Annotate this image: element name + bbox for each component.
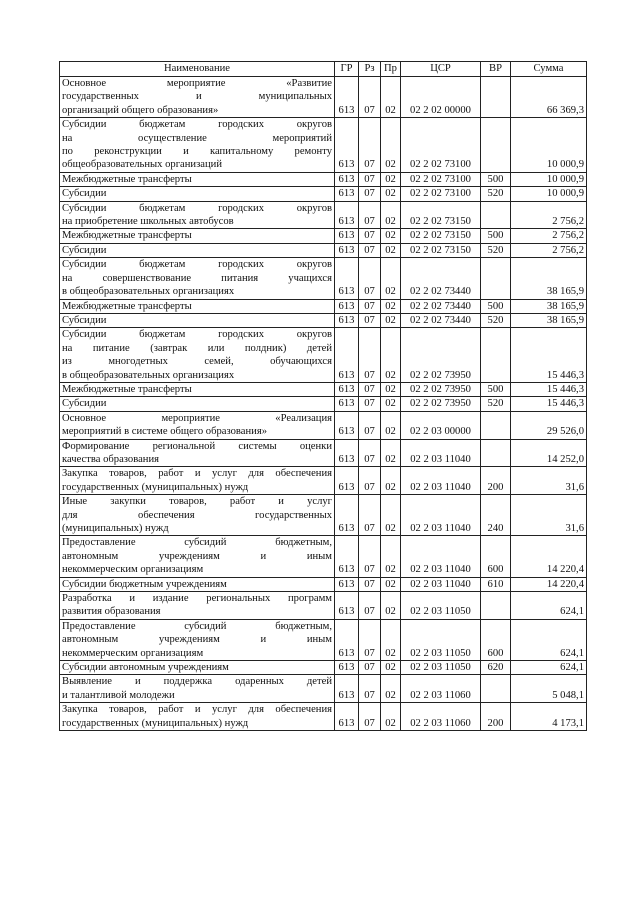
row-rz-cell: 07 <box>359 397 381 411</box>
row-sum-cell: 15 446,3 <box>511 328 587 383</box>
row-vr-cell: 240 <box>481 495 511 536</box>
row-name-line: Субсидии бюджетам городских округов <box>62 202 332 214</box>
row-sum-cell: 10 000,9 <box>511 172 587 186</box>
row-gr-cell: 613 <box>335 118 359 173</box>
row-sum-cell: 38 165,9 <box>511 313 587 327</box>
row-rz-cell: 07 <box>359 328 381 383</box>
table-row <box>60 172 587 186</box>
row-pr-cell: 02 <box>381 411 401 439</box>
row-name-line: на осуществление мероприятий <box>62 132 332 144</box>
row-name-cell <box>60 243 335 257</box>
row-pr-cell: 02 <box>381 172 401 186</box>
row-name-line: общеобразовательных организаций <box>62 159 222 171</box>
table-row <box>60 397 587 411</box>
row-rz-cell: 07 <box>359 382 381 396</box>
row-gr-cell: 613 <box>335 675 359 703</box>
row-rz-cell: 07 <box>359 172 381 186</box>
row-name-cell <box>60 397 335 411</box>
row-name-cell <box>60 172 335 186</box>
row-csr-cell: 02 2 03 11040 <box>401 495 481 536</box>
table-row <box>60 243 587 257</box>
row-name-cell <box>60 467 335 495</box>
row-pr-cell: 02 <box>381 201 401 229</box>
row-vr-cell <box>481 411 511 439</box>
row-csr-cell: 02 2 03 11040 <box>401 577 481 591</box>
row-name-line: Закупка товаров, работ и услуг для обеспечения <box>62 704 332 716</box>
row-gr-cell: 613 <box>335 328 359 383</box>
row-name-cell <box>60 619 335 660</box>
row-name-cell <box>60 328 335 383</box>
header-csr: ЦСР <box>401 62 481 77</box>
row-vr-cell: 500 <box>481 382 511 396</box>
row-name-line: и талантливой молодежи <box>62 689 175 701</box>
table-row <box>60 661 587 675</box>
row-name-cell <box>60 495 335 536</box>
row-vr-cell <box>481 77 511 118</box>
row-name-cell <box>60 187 335 201</box>
table-row <box>60 229 587 243</box>
row-csr-cell: 02 2 03 11050 <box>401 619 481 660</box>
row-vr-cell <box>481 258 511 299</box>
row-rz-cell: 07 <box>359 187 381 201</box>
row-pr-cell: 02 <box>381 229 401 243</box>
row-gr-cell: 613 <box>335 703 359 731</box>
row-vr-cell <box>481 118 511 173</box>
row-gr-cell: 613 <box>335 299 359 313</box>
row-rz-cell: 07 <box>359 619 381 660</box>
row-csr-cell: 02 2 02 73100 <box>401 172 481 186</box>
table-row <box>60 495 587 536</box>
row-csr-cell: 02 2 03 11060 <box>401 703 481 731</box>
row-sum-cell: 10 000,9 <box>511 187 587 201</box>
row-gr-cell: 613 <box>335 661 359 675</box>
row-pr-cell: 02 <box>381 467 401 495</box>
row-sum-cell: 31,6 <box>511 495 587 536</box>
row-pr-cell: 02 <box>381 328 401 383</box>
row-csr-cell: 02 2 02 73440 <box>401 299 481 313</box>
row-name-cell <box>60 258 335 299</box>
row-csr-cell: 02 2 02 73150 <box>401 243 481 257</box>
row-pr-cell: 02 <box>381 313 401 327</box>
row-rz-cell: 07 <box>359 467 381 495</box>
row-name-line: на совершенствование питания учащихся <box>62 272 332 284</box>
row-rz-cell: 07 <box>359 577 381 591</box>
row-csr-cell: 02 2 02 73950 <box>401 382 481 396</box>
row-name-line: Субсидии <box>62 398 107 410</box>
row-rz-cell: 07 <box>359 411 381 439</box>
row-name-line: в общеобразовательных организациях <box>62 286 235 298</box>
row-name-line: автономным учреждениям и иным <box>62 550 332 562</box>
row-name-cell <box>60 661 335 675</box>
row-name-line: качества образования <box>62 453 159 465</box>
row-name-line: Субсидии бюджетным учреждениям <box>62 578 227 590</box>
row-pr-cell: 02 <box>381 118 401 173</box>
row-pr-cell: 02 <box>381 299 401 313</box>
row-vr-cell: 200 <box>481 467 511 495</box>
row-gr-cell: 613 <box>335 411 359 439</box>
row-name-line: из многодетных семей, обучающихся <box>62 356 332 368</box>
table-body <box>60 77 587 731</box>
row-vr-cell: 520 <box>481 313 511 327</box>
row-sum-cell: 624,1 <box>511 592 587 620</box>
row-name-cell <box>60 77 335 118</box>
row-pr-cell: 02 <box>381 258 401 299</box>
table-row <box>60 187 587 201</box>
row-vr-cell: 500 <box>481 229 511 243</box>
row-rz-cell: 07 <box>359 703 381 731</box>
row-pr-cell: 02 <box>381 675 401 703</box>
row-sum-cell: 15 446,3 <box>511 382 587 396</box>
table-row <box>60 467 587 495</box>
row-gr-cell: 613 <box>335 619 359 660</box>
header-sum: Сумма <box>511 62 587 77</box>
row-csr-cell: 02 2 02 73440 <box>401 313 481 327</box>
row-csr-cell: 02 2 03 11040 <box>401 536 481 577</box>
row-gr-cell: 613 <box>335 243 359 257</box>
row-csr-cell: 02 2 02 73150 <box>401 201 481 229</box>
row-name-line: Субсидии бюджетам городских округов <box>62 259 332 271</box>
row-pr-cell: 02 <box>381 661 401 675</box>
row-vr-cell <box>481 592 511 620</box>
row-rz-cell: 07 <box>359 258 381 299</box>
row-csr-cell: 02 2 03 11040 <box>401 439 481 467</box>
row-csr-cell: 02 2 02 73150 <box>401 229 481 243</box>
row-gr-cell: 613 <box>335 397 359 411</box>
row-name-line: на приобретение школьных автобусов <box>62 216 234 228</box>
row-rz-cell: 07 <box>359 243 381 257</box>
row-vr-cell: 600 <box>481 619 511 660</box>
row-sum-cell: 66 369,3 <box>511 77 587 118</box>
row-name-cell <box>60 411 335 439</box>
header-rz: Рз <box>359 62 381 77</box>
table-row <box>60 411 587 439</box>
row-vr-cell <box>481 201 511 229</box>
row-gr-cell: 613 <box>335 495 359 536</box>
table-row <box>60 536 587 577</box>
row-name-line: Основное мероприятие «Реализация <box>62 412 332 424</box>
row-rz-cell: 07 <box>359 536 381 577</box>
table-row <box>60 675 587 703</box>
row-name-line: Закупка товаров, работ и услуг для обеспечения <box>62 468 332 480</box>
table-row <box>60 577 587 591</box>
row-name-cell <box>60 592 335 620</box>
row-pr-cell: 02 <box>381 577 401 591</box>
table-row <box>60 201 587 229</box>
row-name-line: по реконструкции и капитальному ремонту <box>62 146 332 158</box>
row-name-line: Субсидии <box>62 314 107 326</box>
row-vr-cell: 520 <box>481 243 511 257</box>
row-name-line: для обеспечения государственных <box>62 509 332 521</box>
row-rz-cell: 07 <box>359 313 381 327</box>
row-name-line: Выявление и поддержка одаренных детей <box>62 676 332 688</box>
row-name-cell <box>60 382 335 396</box>
row-pr-cell: 02 <box>381 495 401 536</box>
row-name-line: Формирование региональной системы оценки <box>62 440 332 452</box>
row-name-line: Разработка и издание региональных программ <box>62 593 332 605</box>
table-row <box>60 258 587 299</box>
row-pr-cell: 02 <box>381 536 401 577</box>
row-sum-cell: 2 756,2 <box>511 229 587 243</box>
budget-table <box>59 61 587 731</box>
row-gr-cell: 613 <box>335 77 359 118</box>
row-csr-cell: 02 2 02 73100 <box>401 187 481 201</box>
row-rz-cell: 07 <box>359 439 381 467</box>
row-rz-cell: 07 <box>359 201 381 229</box>
row-vr-cell <box>481 439 511 467</box>
row-sum-cell: 38 165,9 <box>511 299 587 313</box>
table-header-row <box>60 62 587 77</box>
row-pr-cell: 02 <box>381 397 401 411</box>
row-sum-cell: 14 220,4 <box>511 536 587 577</box>
header-gr: ГР <box>335 62 359 77</box>
row-rz-cell: 07 <box>359 229 381 243</box>
row-gr-cell: 613 <box>335 382 359 396</box>
header-name: Наименование <box>60 62 335 77</box>
row-name-line: (муниципальных) нужд <box>62 523 169 534</box>
row-csr-cell: 02 2 03 11060 <box>401 675 481 703</box>
row-name-line: на питание (завтрак или полдник) детей <box>62 342 332 354</box>
row-name-cell <box>60 118 335 173</box>
row-csr-cell: 02 2 02 73100 <box>401 118 481 173</box>
row-rz-cell: 07 <box>359 299 381 313</box>
row-name-line: Иные закупки товаров, работ и услуг <box>62 496 332 508</box>
table-row <box>60 592 587 620</box>
row-name-line: Субсидии бюджетам городских округов <box>62 119 332 131</box>
row-vr-cell: 500 <box>481 299 511 313</box>
row-csr-cell: 02 2 02 00000 <box>401 77 481 118</box>
row-name-line: Субсидии <box>62 244 107 256</box>
row-sum-cell: 38 165,9 <box>511 258 587 299</box>
row-rz-cell: 07 <box>359 675 381 703</box>
row-sum-cell: 10 000,9 <box>511 118 587 173</box>
row-sum-cell: 2 756,2 <box>511 243 587 257</box>
row-gr-cell: 613 <box>335 536 359 577</box>
row-gr-cell: 613 <box>335 172 359 186</box>
row-gr-cell: 613 <box>335 467 359 495</box>
row-gr-cell: 613 <box>335 258 359 299</box>
row-csr-cell: 02 2 02 73950 <box>401 397 481 411</box>
header-vr: ВР <box>481 62 511 77</box>
row-pr-cell: 02 <box>381 619 401 660</box>
row-pr-cell: 02 <box>381 439 401 467</box>
row-name-cell <box>60 675 335 703</box>
row-sum-cell: 15 446,3 <box>511 397 587 411</box>
row-name-line: организаций общего образования» <box>62 104 219 116</box>
row-sum-cell: 5 048,1 <box>511 675 587 703</box>
header-pr: Пр <box>381 62 401 77</box>
row-name-cell <box>60 439 335 467</box>
row-name-cell <box>60 313 335 327</box>
row-csr-cell: 02 2 03 00000 <box>401 411 481 439</box>
row-gr-cell: 613 <box>335 577 359 591</box>
row-sum-cell: 4 173,1 <box>511 703 587 731</box>
row-vr-cell: 610 <box>481 577 511 591</box>
row-pr-cell: 02 <box>381 243 401 257</box>
row-name-line: Межбюджетные трансферты <box>62 230 192 242</box>
row-gr-cell: 613 <box>335 592 359 620</box>
row-sum-cell: 624,1 <box>511 661 587 675</box>
row-rz-cell: 07 <box>359 592 381 620</box>
table-row <box>60 299 587 313</box>
row-name-line: Субсидии автономным учреждениям <box>62 662 229 674</box>
row-gr-cell: 613 <box>335 439 359 467</box>
row-name-cell <box>60 536 335 577</box>
row-rz-cell: 07 <box>359 495 381 536</box>
row-sum-cell: 31,6 <box>511 467 587 495</box>
row-csr-cell: 02 2 02 73950 <box>401 328 481 383</box>
row-vr-cell <box>481 675 511 703</box>
row-sum-cell: 624,1 <box>511 619 587 660</box>
row-name-cell <box>60 703 335 731</box>
row-pr-cell: 02 <box>381 382 401 396</box>
row-pr-cell: 02 <box>381 592 401 620</box>
row-csr-cell: 02 2 03 11040 <box>401 467 481 495</box>
row-csr-cell: 02 2 03 11050 <box>401 661 481 675</box>
row-gr-cell: 613 <box>335 313 359 327</box>
table-row <box>60 703 587 731</box>
row-pr-cell: 02 <box>381 703 401 731</box>
row-name-line: мероприятий в системе общего образования» <box>62 426 267 438</box>
row-gr-cell: 613 <box>335 187 359 201</box>
table-row <box>60 382 587 396</box>
row-name-line: Межбюджетные трансферты <box>62 300 192 312</box>
row-name-line: Субсидии <box>62 188 107 200</box>
table-row <box>60 619 587 660</box>
table-row <box>60 77 587 118</box>
row-sum-cell: 29 526,0 <box>511 411 587 439</box>
row-vr-cell: 200 <box>481 703 511 731</box>
table-row <box>60 328 587 383</box>
row-vr-cell: 620 <box>481 661 511 675</box>
row-rz-cell: 07 <box>359 661 381 675</box>
row-name-cell <box>60 201 335 229</box>
row-name-line: в общеобразовательных организациях <box>62 369 235 381</box>
row-vr-cell: 520 <box>481 397 511 411</box>
row-name-cell <box>60 577 335 591</box>
row-csr-cell: 02 2 02 73440 <box>401 258 481 299</box>
row-sum-cell: 2 756,2 <box>511 201 587 229</box>
row-vr-cell: 500 <box>481 172 511 186</box>
row-sum-cell: 14 220,4 <box>511 577 587 591</box>
row-name-line: государственных (муниципальных) нужд <box>62 481 249 493</box>
row-vr-cell: 600 <box>481 536 511 577</box>
row-name-line: государственных (муниципальных) нужд <box>62 717 249 729</box>
row-rz-cell: 07 <box>359 77 381 118</box>
row-name-line: Межбюджетные трансферты <box>62 383 192 395</box>
row-name-line: развития образования <box>62 606 161 618</box>
row-vr-cell: 520 <box>481 187 511 201</box>
row-gr-cell: 613 <box>335 229 359 243</box>
row-gr-cell: 613 <box>335 201 359 229</box>
row-name-cell <box>60 229 335 243</box>
row-name-line: некоммерческим организациям <box>62 564 204 576</box>
row-name-line: государственных и муниципальных <box>62 91 332 103</box>
table-row <box>60 313 587 327</box>
row-pr-cell: 02 <box>381 187 401 201</box>
row-pr-cell: 02 <box>381 77 401 118</box>
row-csr-cell: 02 2 03 11050 <box>401 592 481 620</box>
row-name-line: Основное мероприятие «Развитие <box>62 78 332 89</box>
row-name-line: автономным учреждениям и иным <box>62 634 332 646</box>
row-name-line: Предоставление субсидий бюджетным, <box>62 537 332 549</box>
table-row <box>60 439 587 467</box>
row-sum-cell: 14 252,0 <box>511 439 587 467</box>
row-name-line: Субсидии бюджетам городских округов <box>62 329 332 341</box>
row-name-line: некоммерческим организациям <box>62 647 204 659</box>
row-name-line: Предоставление субсидий бюджетным, <box>62 620 332 632</box>
table-row <box>60 118 587 173</box>
row-name-line: Межбюджетные трансферты <box>62 173 192 185</box>
row-rz-cell: 07 <box>359 118 381 173</box>
row-vr-cell <box>481 328 511 383</box>
row-name-cell <box>60 299 335 313</box>
